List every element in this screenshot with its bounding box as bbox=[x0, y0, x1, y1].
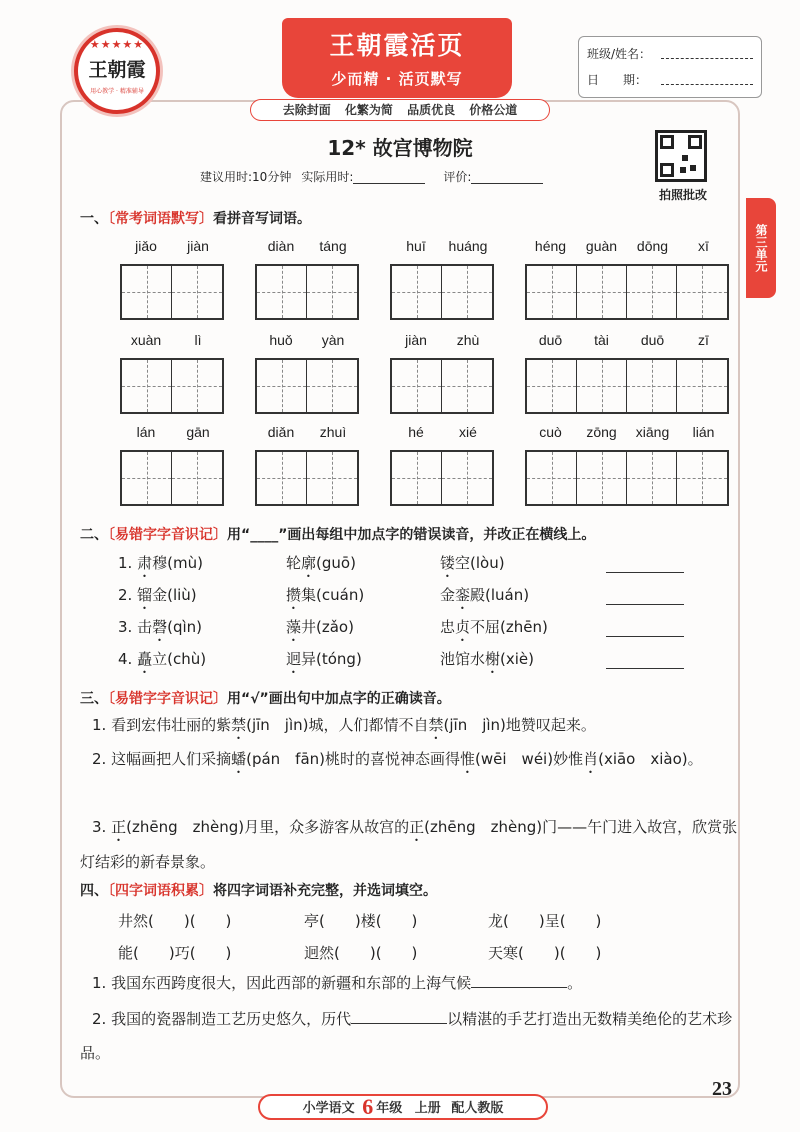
suggested-time: 建议用时:10分钟 bbox=[200, 170, 292, 184]
slogan: 去除封面 bbox=[282, 103, 331, 117]
idiom-item[interactable]: 龙( )呈( ) bbox=[488, 912, 602, 930]
question-text: 1. 看到宏伟壮丽的紫禁(jīn jìn)城，人们都情不自禁(jīn jìn)地赞叹起来。 bbox=[92, 716, 596, 734]
date-label: 日 期： bbox=[587, 73, 648, 87]
lesson-title: 12* 故宫博物院 bbox=[327, 136, 473, 160]
brand-logo bbox=[74, 28, 160, 114]
student-info-box bbox=[578, 36, 762, 98]
writing-cell[interactable] bbox=[307, 266, 357, 318]
section-tag: 〔易错字字音识记〕 bbox=[108, 691, 227, 707]
question-text: 3. 正(zhēng zhèng)月里，众多游客从故宫的正(zhēng zhèng)门——午门进入故宫，欣赏张灯结彩的新春景象。 bbox=[80, 818, 738, 871]
section-instruction: 将四字词语补充完整，并选词填空。 bbox=[213, 883, 437, 899]
section-number: 三、 bbox=[80, 691, 108, 707]
idiom-item[interactable]: 迥然( )( ) bbox=[304, 944, 418, 962]
brand-banner bbox=[282, 18, 512, 98]
qr-code-icon[interactable] bbox=[655, 130, 707, 182]
section1-heading bbox=[80, 208, 311, 228]
writing-cell[interactable] bbox=[677, 360, 727, 412]
pronunciation-item: 攒集(cuán) bbox=[286, 586, 365, 604]
time-row bbox=[200, 168, 620, 185]
pronunciation-item: 忠贞不屈(zhēn) bbox=[440, 618, 548, 636]
brand-title: 王朝霞活页 bbox=[329, 31, 465, 60]
section-tag: 〔易错字字音识记〕 bbox=[108, 527, 227, 543]
date-field[interactable] bbox=[661, 67, 753, 85]
slogan: 价格公道 bbox=[469, 103, 518, 117]
writing-cell[interactable] bbox=[627, 360, 677, 412]
section-number: 四、 bbox=[80, 883, 108, 899]
pronunciation-item: 轮廓(guō) bbox=[286, 554, 356, 572]
footer-grade: 6 bbox=[362, 1094, 374, 1119]
writing-cell[interactable] bbox=[307, 360, 357, 412]
writing-cell[interactable] bbox=[392, 266, 442, 318]
writing-cell[interactable] bbox=[527, 452, 577, 504]
evaluation-label: 评价: bbox=[443, 170, 472, 184]
pronunciation-item: 池馆水榭(xiè) bbox=[440, 650, 535, 668]
fill-question: 1. 我国东西跨度很大，因此西部的新疆和东部的上海气候 。 bbox=[92, 974, 583, 992]
writing-cell[interactable] bbox=[122, 266, 172, 318]
idiom-item[interactable]: 天寒( )( ) bbox=[488, 944, 602, 962]
writing-cell[interactable] bbox=[122, 360, 172, 412]
writing-cell[interactable] bbox=[257, 360, 307, 412]
footer-subject: 小学语文 bbox=[302, 1101, 355, 1116]
actual-time-label: 实际用时: bbox=[301, 170, 354, 184]
writing-cell[interactable] bbox=[172, 452, 222, 504]
writing-cell[interactable] bbox=[527, 266, 577, 318]
footer-grade-unit: 年级 bbox=[376, 1101, 403, 1116]
pronunciation-row: 4. 矗立(chù) bbox=[118, 650, 207, 668]
footer-edition: 配人教版 bbox=[451, 1101, 504, 1116]
writing-cell[interactable] bbox=[677, 452, 727, 504]
slogan: 化繁为简 bbox=[344, 103, 393, 117]
actual-time-field[interactable] bbox=[353, 170, 425, 184]
page-number: 23 bbox=[712, 1078, 732, 1100]
pronunciation-row: 2. 镏金(liù) bbox=[118, 586, 197, 604]
writing-cell[interactable] bbox=[577, 266, 627, 318]
section-instruction: 用“√”画出句中加点字的正确读音。 bbox=[227, 691, 451, 707]
writing-cell[interactable] bbox=[392, 360, 442, 412]
writing-cell[interactable] bbox=[172, 360, 222, 412]
idiom-item[interactable]: 能( )巧( ) bbox=[118, 944, 232, 962]
writing-cell[interactable] bbox=[627, 266, 677, 318]
writing-cell[interactable] bbox=[442, 452, 492, 504]
unit-tab: 第三单元 bbox=[746, 198, 776, 298]
pronunciation-item: 藻井(zǎo) bbox=[286, 618, 354, 636]
worksheet-page: ★★★★★ 王朝霞 用心教学 · 精准辅导 王朝霞活页 少而精 · 活页默写 去除封面 化繁为简 品质优良 价格公道 班级/姓名： 日 期： 第三单元 12* 故宫博物院 建议用时:10分钟 实际用时: 评价: 拍照批改 一、〔常考词语默写〕看拼音写词语。 jiǎo jiàn diàn táng huī huáng héng guàn dōng xī xuàn lì huǒ yàn jiàn zhù duō tài duō zī lán gān diǎn zhuì hé xié cuò zōng xiāng lián 二、〔易错字字音识记〕用“____”画出每组中加点字的错误读音，并改正在横线上。 1. 肃穆(mù) 轮廓(guō) 镂空(lòu) 2. 镏金(liù) 攒集(cuán) 金銮殿(luán) 3. 击磬(qìn) 藻井(zǎo) 忠贞不屈(zhēn) 4. 矗立(chù) 迥异(tóng) 池馆水榭(xiè) 三、〔易错字字音识记〕用“√”画出句中加点字的正确读音。 1. 看到宏伟壮丽的紫禁(jīn jìn)城，人们都情不自禁(jīn jìn)地赞叹起来。 2. 这幅画把人们采摘蟠(pán fān)桃时的喜悦神态画得惟(wēi wéi)妙惟肖(xiāo xiào)。 3. 正(zhēng zhèng)月里，众多游客从故宫的正(zhēng zhèng)门——午门进入故宫，欣赏张灯结彩的新春景象。 四、〔四字词语积累〕将四字词语补充完整，并选词填空。 井然( )( ) 亭( )楼( ) 龙( )呈( ) 能( )巧( ) 迥然( )( ) 天寒( )( ) 1. 我国东西跨度很大，因此西部的新疆和东部的上海气候 。 2. 我国的瓷器制造工艺历史悠久，历代 以精湛的手艺打造出无数精美绝伦的艺术珍品。 小学语文 6 年级 上册 配人教版 23 bbox=[0, 0, 800, 1132]
brand-subtitle: 少而精 · 活页默写 bbox=[331, 70, 463, 88]
section4-heading bbox=[80, 880, 437, 900]
writing-cell[interactable] bbox=[257, 266, 307, 318]
writing-cell[interactable] bbox=[527, 360, 577, 412]
writing-cell[interactable] bbox=[577, 452, 627, 504]
section-tag: 〔四字词语积累〕 bbox=[108, 883, 213, 899]
section2-heading bbox=[80, 524, 595, 544]
logo-text: 王朝霞 bbox=[88, 59, 146, 81]
writing-cell[interactable] bbox=[627, 452, 677, 504]
footer-badge bbox=[258, 1094, 548, 1120]
writing-cell[interactable] bbox=[677, 266, 727, 318]
qr-label: 拍照批改 bbox=[658, 188, 707, 202]
answer-line[interactable] bbox=[471, 972, 567, 988]
section-number: 二、 bbox=[80, 527, 108, 543]
class-name-field[interactable] bbox=[661, 41, 753, 59]
class-name-label: 班级/姓名： bbox=[587, 47, 652, 61]
writing-cell[interactable] bbox=[172, 266, 222, 318]
answer-line[interactable] bbox=[606, 572, 684, 573]
question-text: 2. 这幅画把人们采摘蟠(pán fān)桃时的喜悦神态画得惟(wēi wéi)妙惟肖(xiāo xiào)。 bbox=[92, 750, 703, 768]
writing-cell[interactable] bbox=[442, 266, 492, 318]
section3-heading bbox=[80, 688, 451, 708]
answer-line[interactable] bbox=[606, 604, 684, 605]
slogan-bar bbox=[250, 99, 550, 121]
pronunciation-row: 1. 肃穆(mù) bbox=[118, 554, 203, 572]
evaluation-field[interactable] bbox=[471, 170, 543, 184]
section-number: 一、 bbox=[80, 211, 108, 227]
fill-question: 2. 我国的瓷器制造工艺历史悠久，历代 以精湛的手艺打造出无数精美绝伦的艺术珍品。 bbox=[80, 1010, 733, 1062]
answer-line[interactable] bbox=[351, 1008, 447, 1024]
section-instruction: 看拼音写词语。 bbox=[213, 211, 311, 227]
writing-cell[interactable] bbox=[442, 360, 492, 412]
writing-cell[interactable] bbox=[307, 452, 357, 504]
writing-cell[interactable] bbox=[122, 452, 172, 504]
pronunciation-item: 金銮殿(luán) bbox=[440, 586, 530, 604]
writing-cell[interactable] bbox=[257, 452, 307, 504]
idiom-item[interactable]: 亭( )楼( ) bbox=[304, 912, 418, 930]
section-instruction: 用“____”画出每组中加点字的错误读音，并改正在横线上。 bbox=[227, 527, 596, 543]
pronunciation-item: 迥异(tóng) bbox=[286, 650, 362, 668]
slogan: 品质优良 bbox=[407, 103, 456, 117]
answer-line[interactable] bbox=[606, 636, 684, 637]
writing-cell[interactable] bbox=[392, 452, 442, 504]
pronunciation-row: 3. 击磬(qìn) bbox=[118, 618, 203, 636]
pronunciation-item: 镂空(lòu) bbox=[440, 554, 505, 572]
answer-line[interactable] bbox=[606, 668, 684, 669]
section-tag: 〔常考词语默写〕 bbox=[108, 211, 213, 227]
stars-icon: ★★★★★ bbox=[89, 38, 145, 51]
writing-cell[interactable] bbox=[577, 360, 627, 412]
logo-subtext: 用心教学 · 精准辅导 bbox=[90, 88, 144, 95]
idiom-item[interactable]: 井然( )( ) bbox=[118, 912, 232, 930]
footer-term: 上册 bbox=[414, 1101, 441, 1116]
